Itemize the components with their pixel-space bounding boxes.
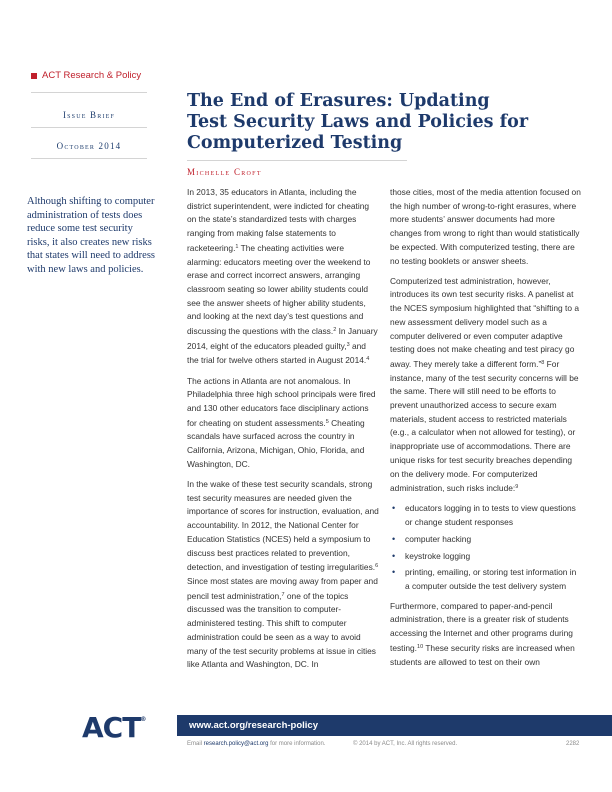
paragraph: In 2013, 35 educators in Atlanta, including the district superintendent, were indicted for cheating on the state’s standardized tests with charges ranging from making false statements to racketeering.$^1$ The cheating activities were alarming: educators meeting over the weekend to erase and correct incorrect answers, arranging classroom seating so lower ability students could see the answer sheets of higher ability students, and looking at the next day’s test questions and discussing the questions with the class.$^2$ In January 2014, eight of the educators pleaded guilty,$^3$ and the trial for twelve others started in August 2014.$^4$: [187, 187, 378, 366]
title-line: Computerized Testing: [187, 133, 403, 153]
pull-quote: Although shifting to computer administration of tests does reduce some test security risks, it also creates new risks that states will need to address with new laws and policies.: [27, 196, 156, 275]
title-divider: [187, 160, 407, 161]
paragraph: In the wake of these test security scandals, strong test security measures are needed given the importance of scores for instruction, evaluation, and accountability. In 2012, the National Center for Education Statistics (NCES) held a symposium to discuss best practices related to prevention, detection, and investigation of testing irregularities.$^6$ Since most states are moving away from paper and pencil test administration,$^7$ one of the topics discussed was the transition to computer-administered testing. This shift to computer administration could be seen as a way to avoid many of the test security problems at issue in cities like Atlanta and Washington, DC. In: [187, 479, 379, 670]
footer-copyright: © 2014 by ACT, Inc. All rights reserved.: [353, 741, 458, 747]
website-link[interactable]: www.act.org/research-policy: [189, 720, 318, 731]
divider: [31, 127, 147, 128]
act-logo: ACT®: [82, 711, 147, 744]
brand-name: ACT Research & Policy: [42, 70, 142, 81]
paragraph: Computerized test administration, however, introduces its own test security risks. A panelist at the NCES symposium highlighted that “shifting to a new assessment delivery model such as a computer delivered or even computer adaptive testing does not make cheating and test piracy go away. They merely take a different form.”$^8$ For instance, many of the test security concerns will be the same. There will still need to be efforts to prevent unauthorized access to secure exam materials, student access to restricted materials (e.g., a calculator when not allowed for testing), or inappropriate use of accommodations. There are unique risks for test security breaches depending on the delivery mode. For computerized administration, such risks include:$^9$: [390, 275, 579, 494]
list-item: • printing, emailing, or storing test information in a computer outside the test delivery system: [390, 566, 582, 593]
title-line: The End of Erasures: Updating: [187, 91, 490, 111]
divider: [31, 158, 147, 159]
list-item: • keystroke logging: [390, 550, 582, 564]
url-bar: [177, 715, 612, 736]
brand-square-icon: [31, 73, 37, 79]
brand-header: [31, 70, 141, 81]
footer-code: 2282: [566, 741, 580, 747]
page-title: [187, 91, 587, 154]
paragraph: The actions in Atlanta are not anomalous. In Philadelphia three high school principals were fired and 130 other educators face disciplinary actions for cheating on student assessments.$^5$ Cheating scandals have surfaced across the country in California, Arizona, Michigan, Ohio, Florida, and Washington, DC.: [187, 375, 376, 469]
email-link[interactable]: research.policy@act.org: [203, 741, 269, 747]
author-name: Michelle Croft: [187, 167, 262, 177]
risk-list: [390, 502, 582, 593]
list-item: • educators logging in to tests to view questions or change student responses: [390, 502, 582, 529]
paragraph: those cities, most of the media attention focused on the high number of wrong-to-right erasures, where more students’ answer documents had more changes from wrong to right than would statistically be expected. With computerized testing, there are no testing booklets or answer sheets.: [390, 187, 581, 266]
title-line: Test Security Laws and Policies for: [187, 112, 529, 132]
divider: [31, 92, 147, 93]
paragraph: Furthermore, compared to paper-and-pencil administration, there is a greater risk of students accessing the Internet and other programs during testing.$^{10}$ These security risks are increased when students are allowed to test on their own: [390, 600, 575, 667]
issue-date: October 2014: [56, 141, 122, 151]
list-item: • computer hacking: [390, 533, 582, 547]
footer-contact: Email research.policy@act.org for more information.: [187, 741, 326, 747]
column-right: [390, 186, 582, 676]
issue-label: Issue Brief: [62, 110, 116, 120]
column-left: [187, 186, 379, 678]
